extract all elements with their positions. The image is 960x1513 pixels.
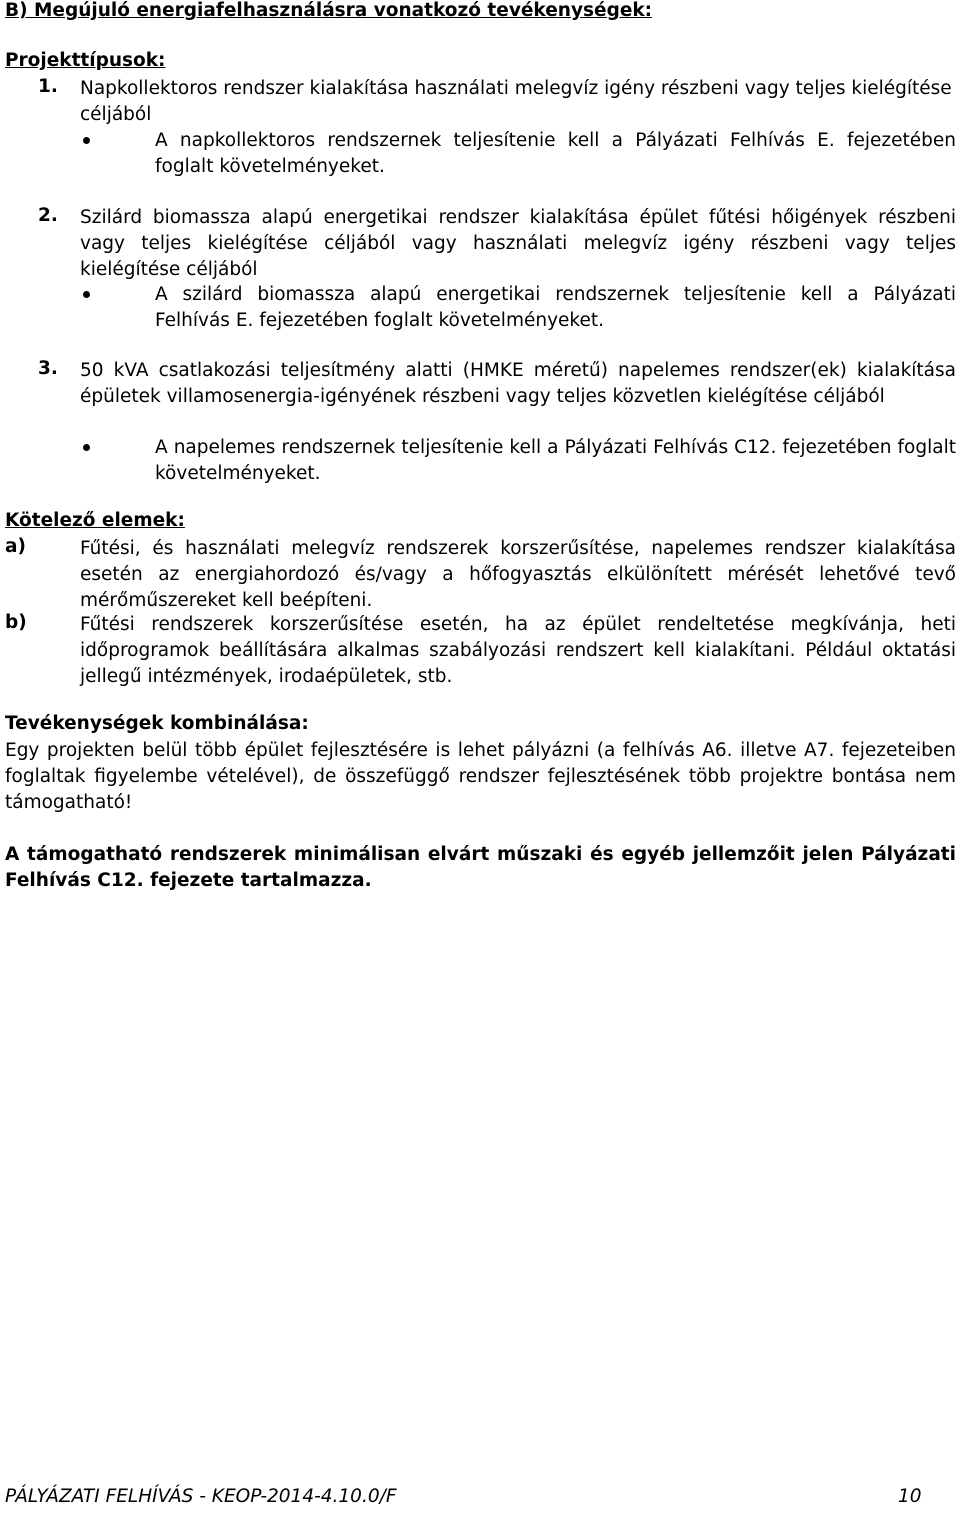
mandatory-label: Kötelező elemek:	[5, 510, 185, 531]
mandatory-text: Fűtési rendszerek korszerűsítése esetén, ha az épület rendeltetése megkívánja, heti időprogramok beállítására alkalmas szabályozási rendszert kell kialakítani. Például oktatási jellegű intézmények, irodaépületek, stb.	[80, 614, 956, 687]
bullet-text: A napkollektoros rendszernek teljesítenie kell a Pályázati Felhívás E. fejezetében foglalt követelményeket.	[155, 130, 956, 177]
bullet-icon	[83, 291, 90, 298]
page-number: 10	[898, 1486, 922, 1507]
bullet-text: A napelemes rendszernek teljesítenie kell a Pályázati Felhívás C12. fejezetében foglalt követelményeket.	[155, 437, 956, 484]
item-letter: b)	[5, 612, 27, 633]
item-number: 3.	[38, 358, 58, 379]
combination-label: Tevékenységek kombinálása:	[5, 713, 309, 734]
bullet-icon	[83, 444, 90, 451]
section-title: B) Megújuló energiafelhasználásra vonatkozó tevékenységek:	[5, 0, 653, 21]
item-text: Napkollektoros rendszer kialakítása használati melegvíz igény részbeni vagy teljes kielégítése céljából	[80, 78, 952, 125]
summary-text: A támogatható rendszerek minimálisan elvárt műszaki és egyéb jellemzőit jelen Pályázati Felhívás C12. fejezete tartalmazza.	[5, 844, 956, 891]
bullet-text: A szilárd biomassza alapú energetikai rendszernek teljesítenie kell a Pályázati Felhívás E. fejezetében foglalt követelményeket.	[155, 284, 956, 331]
item-letter: a)	[5, 536, 26, 557]
item-number: 2.	[38, 205, 58, 226]
item-number: 1.	[38, 76, 58, 97]
footer-title: PÁLYÁZATI FELHÍVÁS - KEOP-2014-4.10.0/F	[5, 1486, 397, 1507]
mandatory-text: Fűtési, és használati melegvíz rendszerek korszerűsítése, napelemes rendszer kialakítása esetén az energiahordozó és/vagy a hőfogyasztás elkülönített mérését lehetővé tevő mérőműszereket kell beépíteni.	[80, 538, 956, 611]
combination-text: Egy projekten belül több épület fejlesztésére is lehet pályázni (a felhívás A6. illetve A7. fejezeteiben foglaltak figyelembe vételével), de összefüggő rendszer fejlesztésének több projektre bontása nem támogatható!	[5, 740, 956, 813]
project-types-label: Projekttípusok:	[5, 50, 166, 71]
bullet-icon	[83, 137, 90, 144]
item-text: Szilárd biomassza alapú energetikai rendszer kialakítása épület fűtési hőigények részbeni vagy teljes kielégítése céljából vagy használati melegvíz igény részbeni vagy teljes kielégítése céljából	[80, 207, 956, 280]
item-text: 50 kVA csatlakozási teljesítmény alatti (HMKE méretű) napelemes rendszer(ek) kialakítása épületek villamosenergia-igényének részbeni vagy teljes közvetlen kielégítése céljából	[80, 360, 956, 407]
